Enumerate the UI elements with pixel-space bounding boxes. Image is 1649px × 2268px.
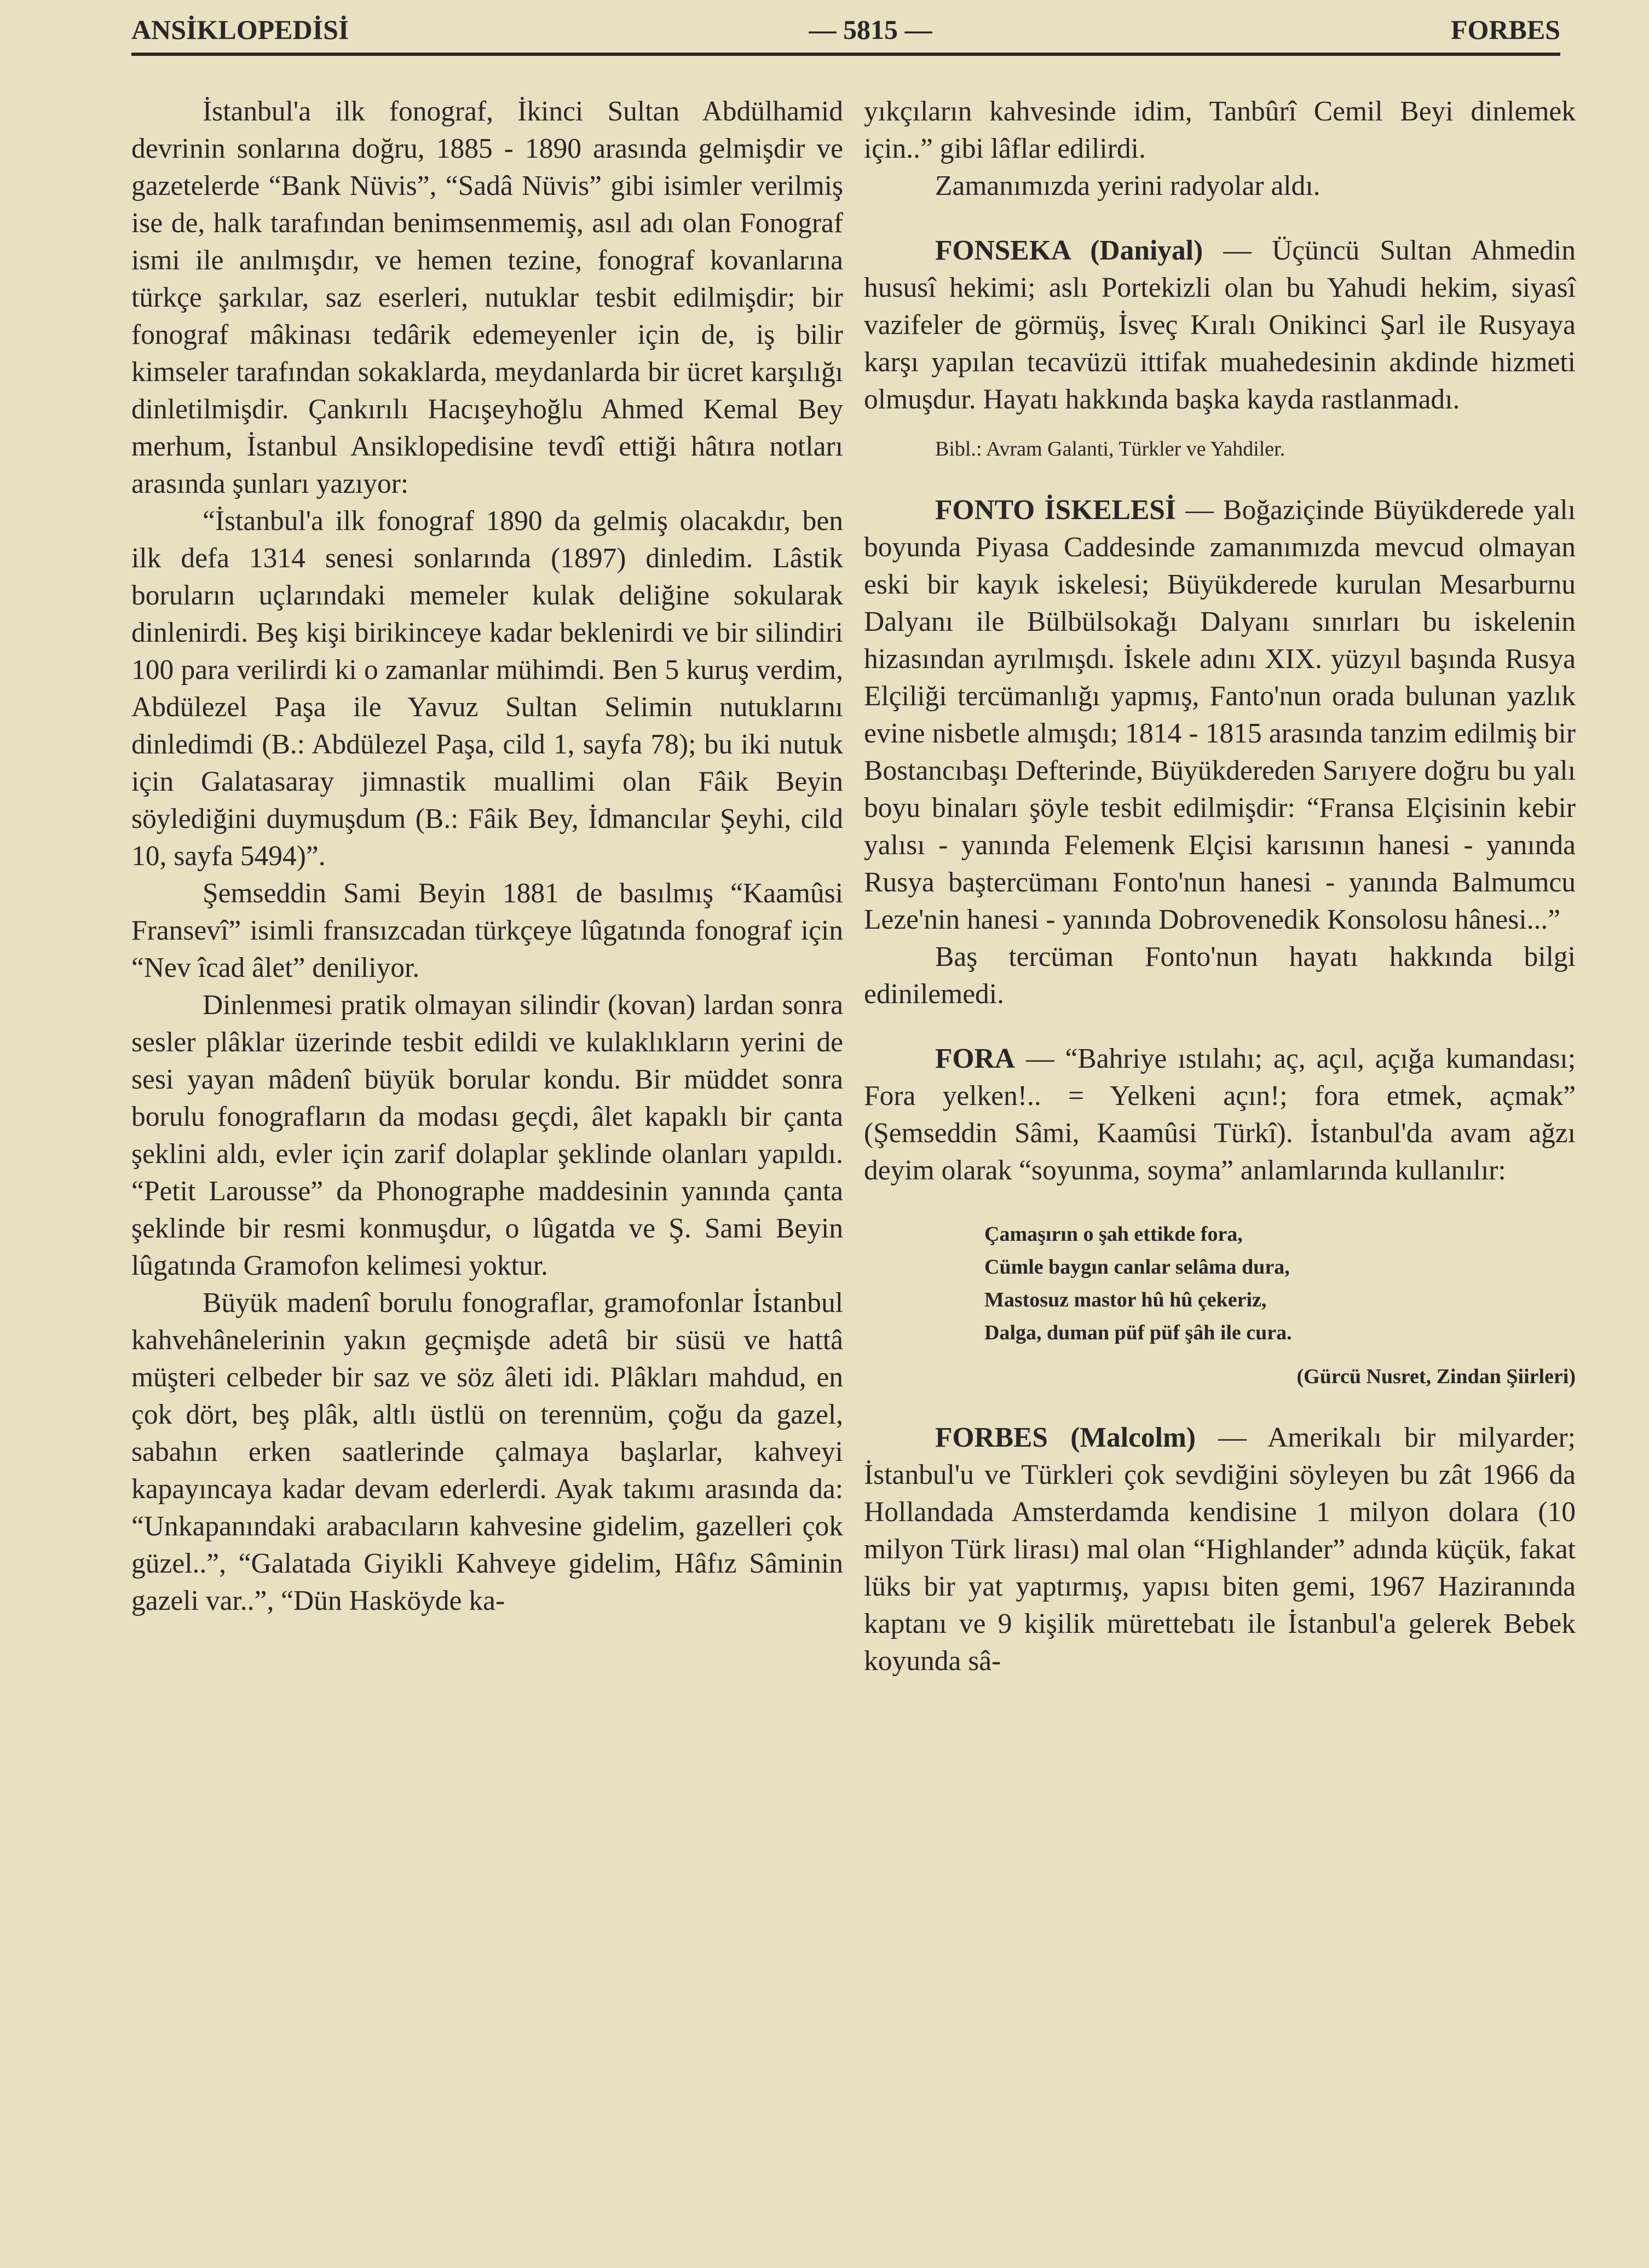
entry-heading: FONSEKA (Daniyal) — [935, 235, 1203, 266]
paragraph: Zamanımızda yerini radyolar aldı. — [935, 170, 1321, 202]
paragraph: İstanbul'a ilk fonograf, İkinci Sultan Abdülhamid devrinin sonlarına doğru, 1885 - 1890 arasında gelmişdir ve gazetelerde “Bank Nüvis”, “Sadâ Nüvis” gibi isimler verilmiş ise de, halk tarafından benimsenmemiş, asıl adı olan Fonograf ismi ile anılmışdır, ve hemen tezine, fonograf kovanlarına türkçe şarkılar, saz eserleri, nutuklar tesbit edilmişdir; bir fonograf mâkinası tedârik edemeyenler için de, iş bilir kimseler tarafından sokaklarda, meydanlarda bir ücret karşılığı dinletilmişdir. Çankırılı Hacışeyhoğlu Ahmed Kemal Bey merhum, İstanbul Ansiklopedisine tevdî ettiği hâtıra notları arasında şunları yazıyor: — [131, 96, 843, 499]
entry-fonto-iskelesi — [864, 492, 1576, 939]
paragraph: Dinlenmesi pratik olmayan silindir (kovan) lardan sonra sesler plâklar üzerinde tesbit edildi ve kulaklıkların yerini de sesi yayan mâdenî büyük borular kondu. Bir müddet sonra borulu fonografların da modası geçdi, âlet kapaklı bir çanta şeklini aldı, evler için zarif dolaplar şeklinde olanları yapıldı. “Petit Larousse” da Phonographe maddesinin yanında çanta şeklinde bir resmi konmuşdur, o lûgatda ve Ş. Sami Beyin lûgatında Gramofon kelimesi yoktur. — [131, 989, 843, 1281]
paragraph: Baş tercüman Fonto'nun hayatı hakkında bilgi edinilemedi. — [864, 941, 1576, 1010]
left-column — [131, 93, 843, 1620]
quote-paragraph: “İstanbul'a ilk fonograf 1890 da gelmiş olacakdır, ben ilk defa 1314 senesi sonlarında (1897) dinledim. Lâstik boruların uçlarındaki memeler kulak deliğine sokularak dinlenirdi. Beş kişi birikinceye kadar beklenirdi ve bir silindiri 100 para verilirdi ki o zamanlar mühimdi. Ben 5 kuruş verdim, Abdülezel Paşa ile Yavuz Sultan Selimin nutuklarını dinledimdi (B.: Abdülezel Paşa, cild 1, sayfa 78); bu iki nutuk için Galatasaray jimnastik muallimi olan Fâik Beyin söylediğini duymuşdum (B.: Fâik Bey, İdmancılar Şeyhi, cild 10, sayfa 5494)”. — [131, 505, 843, 872]
poem-line: Cümle baygın canlar selâma dura, — [984, 1256, 1290, 1279]
header-rule — [131, 53, 1560, 56]
entry-heading: FORA — [935, 1043, 1015, 1074]
poem-source: (Gürcü Nusret, Zindan Şiirleri) — [1296, 1365, 1576, 1388]
header-left-title: ANSİKLOPEDİSİ — [131, 14, 349, 45]
entry-text: — Üçüncü Sultan Ahmedin hususî hekimi; aslı Portekizli olan bu Yahudi hekim, siyasî vazifeler de görmüş, İsveç Kıralı Onikinci Şarl ile Rusyaya karşı yapılan tecavüzü ittifak muahedesinin akdinde hizmeti olmuşdur. Hayatı hakkında başka kayda rastlanmadı. — [864, 235, 1576, 415]
entry-text: — Amerikalı bir milyarder; İstanbul'u ve Türkleri çok sevdiğini söyleyen bu zât 1966 da Hollandada Amsterdamda kendisine 1 milyon dolara (10 milyon Türk lirası) mal olan “Highlander” adında küçük, fakat lüks bir yat yaptırmış, yapısı biten gemi, 1967 Haziranında kaptanı ve 9 kişilik mürettebatı ile İstanbul'a gelerek Bebek koyunda sâ- — [864, 1422, 1576, 1677]
poem-line: Çamaşırın o şah ettikde fora, — [984, 1223, 1243, 1246]
entry-fora — [864, 1040, 1576, 1189]
entry-heading: FORBES (Malcolm) — [935, 1422, 1196, 1453]
poem-line: Dalga, duman püf püf şâh ile cura. — [984, 1321, 1292, 1344]
poem-line: Mastosuz mastor hû hû çekeriz, — [984, 1288, 1267, 1311]
right-column — [864, 93, 1576, 1680]
entry-text: — “Bahriye ıstılahı; aç, açıl, açığa kumandası; Fora yelken!.. = Yelkeni açın!; fora etmek, açmak” (Şemseddin Sâmi, Kaamûsi Türkî). İstanbul'da avam ağzı deyim olarak “soyunma, soyma” anlamlarında kullanılır: — [864, 1043, 1576, 1186]
page-header — [131, 8, 1560, 51]
bibliography: Bibl.: Avram Galanti, Türkler ve Yahdiler. — [935, 438, 1285, 460]
poem — [984, 1218, 1576, 1349]
entry-text: — Boğaziçinde Büyükderede yalı boyunda Piyasa Caddesinde zamanımızda mevcud olmayan eski bir kayık iskelesi; Büyükderede kurulan Mesarburnu Dalyanı ile Bülbülsokağı Dalyanı sınırları bu iskelenin hizasından ayrılmışdı. İskele adını XIX. yüzyıl başında Rusya Elçiliği tercümanlığı yapmış, Fanto'nun orada bulunan yazlık evine nisbetle almışdı; 1814 - 1815 arasında tanzim edilmiş bir Bostancıbaşı Defterinde, Büyükdereden Sarıyere doğru bu yalı boyu binaları şöyle tesbit edilmişdir: “Fransa Elçisinin kebir yalısı - yanında Felemenk Elçisi karısının hanesi - yanında Rusya baştercümanı Fonto'nun hanesi - yanında Balmumcu Leze'nin hanesi - yanında Dobrovenedik Konsolosu hânesi...” — [864, 494, 1576, 935]
paragraph-continued: yıkçıların kahvesinde idim, Tanbûrî Cemil Beyi dinlemek için..” gibi lâflar edilirdi. — [864, 96, 1576, 164]
entry-heading: FONTO İSKELESİ — [935, 494, 1176, 526]
header-page-number: — 5815 — — [809, 14, 932, 45]
header-right-title: FORBES — [1450, 14, 1560, 45]
paragraph: Şemseddin Sami Beyin 1881 de basılmış “Kaamûsi Fransevî” isimli fransızcadan türkçeye lûgatında fonograf için “Nev îcad âlet” deniliyor. — [131, 878, 843, 983]
entry-forbes — [864, 1419, 1576, 1680]
entry-fonseka — [864, 232, 1576, 418]
paragraph: Büyük madenî borulu fonograflar, gramofonlar İstanbul kahvehânelerinin yakın geçmişde adetâ bir süsü ve hattâ müşteri celbeder bir saz ve söz âleti idi. Plâkları mahdud, en çok dört, beş plâk, altlı üstlü on terennüm, çoğu da gazel, sabahın erken saatlerinde çalmaya başlarlar, kahveyi kapayıncaya kadar devam ederlerdi. Ayak takımı arasında da: “Unkapanındaki arabacıların kahvesine gidelim, gazelleri çok güzel..”, “Galatada Giyikli Kahveye gidelim, Hâfız Sâminin gazeli var..”, “Dün Hasköyde ka- — [131, 1287, 843, 1616]
